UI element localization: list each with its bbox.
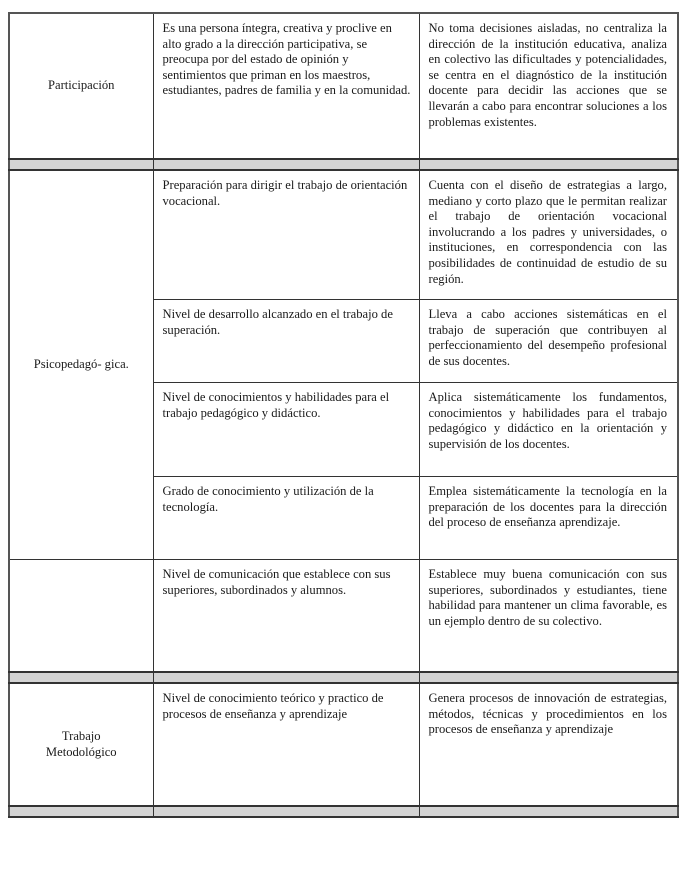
- spacer-row: [9, 159, 678, 170]
- dimension-participacion: Participación: [9, 13, 153, 159]
- description-cell: Cuenta con el diseño de estrategias a largo, mediano y corto plazo que le permitan realizar el trabajo de orientación vocacional involucrando a los padres y universidades, o instituciones, en correspondencia con las posibilidades de continuidad de estudio de su región.: [419, 170, 678, 300]
- competency-table: [8, 12, 679, 818]
- spacer-row: [9, 672, 678, 683]
- spacer-cell: [153, 159, 419, 170]
- description-cell: No toma decisiones aisladas, no centraliza la dirección de la institución educativa, analiza en colectivo las dificultades y potencialidades, se centra en el diagnóstico de la institución docente para decidir las acciones que se llevarán a cabo para encontrar soluciones a los problemas existentes.: [419, 13, 678, 159]
- description-cell: Aplica sistemáticamente los fundamentos, conocimientos y habilidades para el trabajo pedagógico y didáctico en la orientación y supervisión de los docentes.: [419, 383, 678, 477]
- dimension-psicopedagogica: Psicopedagó- gica.: [9, 170, 153, 560]
- spacer-cell: [9, 159, 153, 170]
- description-cell: Establece muy buena comunicación con sus superiores, subordinados y estudiantes, tiene habilidad para mantener un clima favorable, es un ejemplo dentro de su colectivo.: [419, 560, 678, 673]
- table-row: [9, 683, 678, 806]
- indicator-cell: Grado de conocimiento y utilización de la tecnología.: [153, 477, 419, 560]
- spacer-row: [9, 806, 678, 817]
- dimension-empty: [9, 560, 153, 673]
- spacer-cell: [419, 159, 678, 170]
- indicator-cell: Nivel de conocimientos y habilidades para el trabajo pedagógico y didáctico.: [153, 383, 419, 477]
- table-row: [9, 170, 678, 300]
- description-cell: Emplea sistemáticamente la tecnología en la preparación de los docentes para la dirección del proceso de enseñanza aprendizaje.: [419, 477, 678, 560]
- indicator-cell: Nivel de conocimiento teórico y practico de procesos de enseñanza y aprendizaje: [153, 683, 419, 806]
- description-cell: Lleva a cabo acciones sistemáticas en el trabajo de superación que contribuyen al perfeccionamiento del desempeño profesional de sus docentes.: [419, 300, 678, 383]
- description-cell: Genera procesos de innovación de estrategias, métodos, técnicas y procedimientos en los procesos de enseñanza y aprendizaje: [419, 683, 678, 806]
- spacer-cell: [9, 672, 153, 683]
- spacer-cell: [9, 806, 153, 817]
- spacer-cell: [419, 672, 678, 683]
- indicator-cell: Es una persona íntegra, creativa y proclive en alto grado a la dirección participativa, se preocupa por del estado de opinión y sentimientos que priman en los maestros, estudiantes, padres de familia y en la comunidad.: [153, 13, 419, 159]
- indicator-cell: Preparación para dirigir el trabajo de orientación vocacional.: [153, 170, 419, 300]
- table-row: [9, 13, 678, 159]
- indicator-cell: Nivel de desarrollo alcanzado en el trabajo de superación.: [153, 300, 419, 383]
- table-row: [9, 560, 678, 673]
- dimension-trabajo-metodologico: Trabajo Metodológico: [9, 683, 153, 806]
- indicator-cell: Nivel de comunicación que establece con sus superiores, subordinados y alumnos.: [153, 560, 419, 673]
- spacer-cell: [419, 806, 678, 817]
- spacer-cell: [153, 672, 419, 683]
- spacer-cell: [153, 806, 419, 817]
